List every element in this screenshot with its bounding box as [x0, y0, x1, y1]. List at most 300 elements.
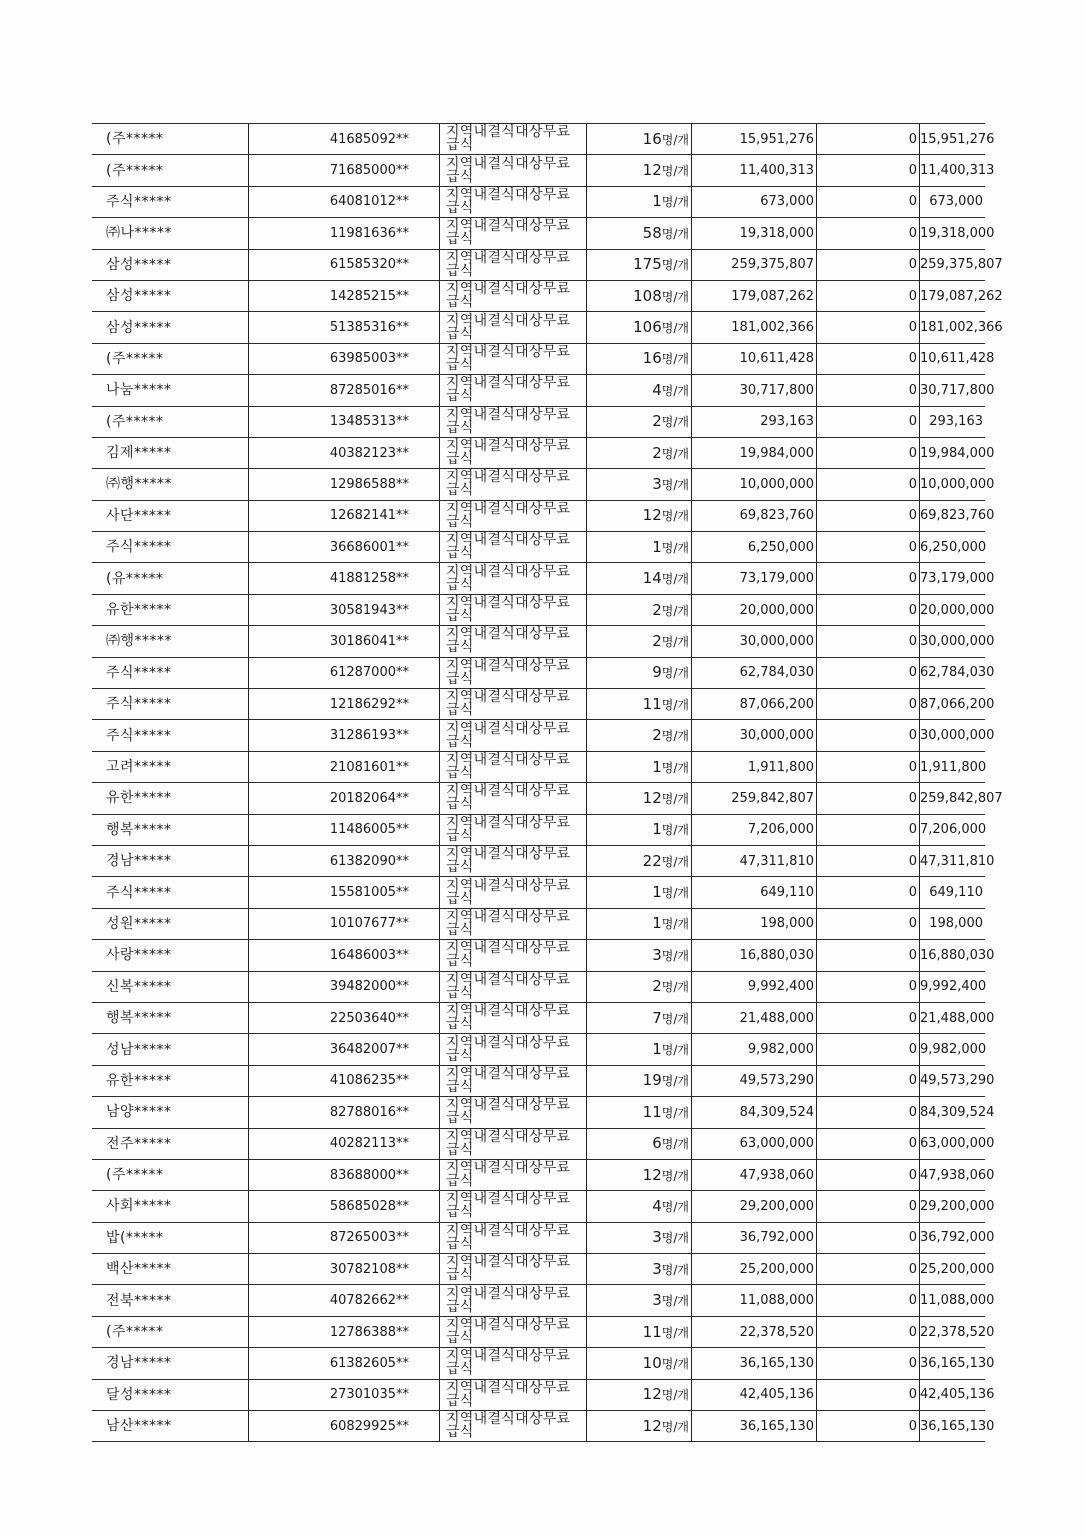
amount-cell-text: 19,318,000	[739, 225, 814, 241]
total-cell	[920, 375, 995, 406]
count-value: 6	[652, 1134, 662, 1153]
count-unit: 명/개	[661, 383, 689, 398]
business-number-cell	[249, 1191, 440, 1222]
amount-cell	[692, 1191, 817, 1222]
amount-cell	[692, 532, 817, 563]
business-number-cell-text: 13485313**	[329, 414, 409, 430]
total-cell-text: 19,984,000	[920, 445, 995, 461]
total-cell-text: 49,573,290	[920, 1073, 995, 1089]
program-type-cell-text: 지역내결식대상무료급식	[446, 783, 571, 813]
business-number-cell	[249, 218, 440, 249]
program-type-cell-text: 지역내결식대상무료급식	[446, 1191, 571, 1221]
program-type-cell	[440, 1002, 587, 1033]
program-type-cell	[440, 186, 587, 217]
zero-cell-text: 0	[908, 633, 917, 649]
recipient-name-cell-text: 유한*****	[106, 790, 172, 807]
amount-cell	[692, 1411, 817, 1442]
zero-cell-text: 0	[908, 163, 917, 179]
count-value: 11	[642, 1102, 662, 1121]
program-type-cell	[440, 657, 587, 688]
program-type-cell	[440, 1222, 587, 1253]
zero-cell	[817, 1097, 920, 1128]
business-number-cell-text: 21081601**	[329, 759, 409, 775]
table-row	[92, 406, 985, 437]
count-value: 106	[633, 318, 662, 337]
business-number-cell-text: 12186292**	[329, 696, 409, 712]
count-unit: 명/개	[661, 886, 689, 901]
count-cell	[587, 1002, 692, 1033]
business-number-cell-text: 40382123**	[329, 445, 409, 461]
total-cell	[920, 751, 986, 782]
count-value: 2	[652, 631, 662, 650]
zero-cell-text: 0	[908, 1167, 917, 1183]
zero-cell	[817, 940, 920, 971]
table-row	[92, 1191, 985, 1222]
business-number-cell-text: 41881258**	[329, 571, 409, 587]
count-unit: 명/개	[661, 791, 689, 806]
recipient-name-cell	[92, 1191, 249, 1222]
zero-cell	[817, 406, 920, 437]
business-number-cell	[249, 689, 440, 720]
recipient-name-cell-text: 신복*****	[106, 978, 172, 995]
program-type-cell-text: 지역내결식대상무료급식	[446, 1348, 571, 1378]
count-unit: 명/개	[661, 1294, 689, 1309]
donation-ledger-table	[92, 123, 1003, 1442]
amount-cell-text: 6,250,000	[747, 539, 814, 555]
business-number-cell	[249, 626, 440, 657]
business-number-cell-text: 61382090**	[329, 853, 409, 869]
recipient-name-cell	[92, 1034, 249, 1065]
zero-cell-text: 0	[908, 1293, 917, 1309]
amount-cell-text: 198,000	[760, 916, 814, 932]
count-unit: 명/개	[661, 1356, 689, 1371]
business-number-cell	[249, 751, 440, 782]
amount-cell	[692, 343, 817, 374]
business-number-cell	[249, 1159, 440, 1190]
total-cell-text: 62,784,030	[920, 665, 995, 681]
business-number-cell	[249, 312, 440, 343]
zero-cell-text: 0	[908, 790, 917, 806]
table-row	[92, 343, 985, 374]
count-unit: 명/개	[661, 352, 689, 367]
amount-cell-text: 22,378,520	[739, 1324, 814, 1340]
count-value: 1	[652, 192, 662, 211]
business-number-cell	[249, 343, 440, 374]
business-number-cell	[249, 375, 440, 406]
program-type-cell	[440, 626, 587, 657]
business-number-cell	[249, 1097, 440, 1128]
program-type-cell-text: 지역내결식대상무료급식	[446, 877, 571, 907]
count-unit: 명/개	[661, 697, 689, 712]
program-type-cell-text: 지역내결식대상무료급식	[446, 1034, 571, 1064]
program-type-cell-text: 지역내결식대상무료급식	[446, 563, 571, 593]
amount-cell	[692, 626, 817, 657]
program-type-cell	[440, 312, 587, 343]
business-number-cell-text: 36686001**	[329, 539, 409, 555]
count-unit: 명/개	[661, 1168, 689, 1183]
zero-cell	[817, 689, 920, 720]
zero-cell-text: 0	[908, 1324, 917, 1340]
total-cell-text: 29,200,000	[920, 1198, 995, 1214]
program-type-cell	[440, 249, 587, 280]
count-value: 1	[652, 883, 662, 902]
zero-cell	[817, 532, 920, 563]
zero-cell-text: 0	[908, 947, 917, 963]
table-row	[92, 500, 985, 531]
count-unit: 명/개	[661, 1043, 689, 1058]
zero-cell-text: 0	[908, 1230, 917, 1246]
recipient-name-cell	[92, 1065, 249, 1096]
total-cell	[920, 689, 995, 720]
count-value: 1	[652, 820, 662, 839]
count-unit: 명/개	[661, 1105, 689, 1120]
recipient-name-cell	[92, 689, 249, 720]
amount-cell	[692, 563, 817, 594]
program-type-cell-text: 지역내결식대상무료급식	[446, 186, 571, 216]
zero-cell-text: 0	[908, 979, 917, 995]
count-cell	[587, 124, 692, 155]
recipient-name-cell-text: 행복*****	[106, 821, 172, 838]
business-number-cell-text: 36482007**	[329, 1042, 409, 1058]
count-value: 3	[652, 1259, 662, 1278]
total-cell	[920, 783, 1003, 814]
recipient-name-cell	[92, 940, 249, 971]
total-cell-text: 19,318,000	[920, 225, 995, 241]
total-cell-text: 673,000	[929, 194, 983, 210]
amount-cell-text: 63,000,000	[739, 1136, 814, 1152]
program-type-cell	[440, 1348, 587, 1379]
amount-cell-text: 47,938,060	[739, 1167, 814, 1183]
count-cell	[587, 563, 692, 594]
zero-cell-text: 0	[908, 1355, 917, 1371]
business-number-cell-text: 15581005**	[329, 885, 409, 901]
amount-cell	[692, 1034, 817, 1065]
business-number-cell-text: 41685092**	[329, 131, 409, 147]
zero-cell	[817, 124, 920, 155]
program-type-cell	[440, 469, 587, 500]
business-number-cell	[249, 908, 440, 939]
table-row	[92, 1348, 985, 1379]
count-cell	[587, 971, 692, 1002]
total-cell-text: 21,488,000	[920, 1010, 995, 1026]
recipient-name-cell-text: 남산*****	[106, 1418, 172, 1435]
zero-cell	[817, 343, 920, 374]
program-type-cell-text: 지역내결식대상무료급식	[446, 343, 571, 373]
zero-cell-text: 0	[908, 382, 917, 398]
total-cell-text: 11,400,313	[920, 163, 995, 179]
program-type-cell-text: 지역내결식대상무료급식	[446, 312, 571, 342]
amount-cell-text: 15,951,276	[739, 131, 814, 147]
program-type-cell-text: 지역내결식대상무료급식	[446, 124, 571, 154]
zero-cell-text: 0	[908, 414, 917, 430]
table-row	[92, 626, 985, 657]
program-type-cell-text: 지역내결식대상무료급식	[446, 1411, 571, 1441]
program-type-cell-text: 지역내결식대상무료급식	[446, 1128, 571, 1158]
program-type-cell-text: 지역내결식대상무료급식	[446, 1222, 571, 1252]
zero-cell	[817, 1159, 920, 1190]
total-cell-text: 9,982,000	[920, 1042, 987, 1058]
zero-cell	[817, 1002, 920, 1033]
count-value: 12	[642, 506, 662, 525]
program-type-cell-text: 지역내결식대상무료급식	[446, 1065, 571, 1095]
total-cell-text: 73,179,000	[920, 571, 995, 587]
count-unit: 명/개	[661, 1011, 689, 1026]
business-number-cell	[249, 500, 440, 531]
business-number-cell-text: 11981636**	[329, 225, 409, 241]
zero-cell	[817, 1348, 920, 1379]
business-number-cell	[249, 469, 440, 500]
table-row	[92, 280, 985, 311]
total-cell-text: 36,792,000	[920, 1230, 995, 1246]
business-number-cell	[249, 1285, 440, 1316]
count-unit: 명/개	[661, 164, 689, 179]
amount-cell-text: 42,405,136	[739, 1387, 814, 1403]
count-unit: 명/개	[661, 1388, 689, 1403]
amount-cell	[692, 1159, 817, 1190]
amount-cell	[692, 1002, 817, 1033]
count-unit: 명/개	[661, 760, 689, 775]
total-cell	[920, 814, 986, 845]
amount-cell-text: 7,206,000	[747, 822, 814, 838]
business-number-cell	[249, 186, 440, 217]
amount-cell-text: 73,179,000	[739, 571, 814, 587]
recipient-name-cell-text: 성남*****	[106, 1041, 172, 1058]
count-value: 10	[642, 1353, 662, 1372]
count-cell	[587, 186, 692, 217]
business-number-cell-text: 41086235**	[329, 1073, 409, 1089]
business-number-cell-text: 30186041**	[329, 633, 409, 649]
total-cell	[920, 186, 986, 217]
recipient-name-cell	[92, 469, 249, 500]
table-row	[92, 845, 985, 876]
zero-cell-text: 0	[908, 508, 917, 524]
zero-cell-text: 0	[908, 885, 917, 901]
total-cell-text: 1,911,800	[920, 759, 987, 775]
recipient-name-cell	[92, 908, 249, 939]
zero-cell	[817, 563, 920, 594]
business-number-cell	[249, 1034, 440, 1065]
count-value: 2	[652, 726, 662, 745]
zero-cell	[817, 1222, 920, 1253]
count-unit: 명/개	[661, 1262, 689, 1277]
business-number-cell-text: 60829925**	[329, 1418, 409, 1434]
count-value: 16	[642, 349, 662, 368]
total-cell	[920, 626, 995, 657]
count-unit: 명/개	[661, 195, 689, 210]
count-value: 4	[652, 380, 662, 399]
total-cell-text: 25,200,000	[920, 1261, 995, 1277]
recipient-name-cell-text: (주*****	[106, 162, 164, 179]
amount-cell-text: 10,000,000	[739, 476, 814, 492]
program-type-cell	[440, 218, 587, 249]
count-value: 16	[642, 129, 662, 148]
count-value: 2	[652, 977, 662, 996]
business-number-cell	[249, 1002, 440, 1033]
business-number-cell	[249, 1222, 440, 1253]
table-row	[92, 783, 985, 814]
count-unit: 명/개	[661, 603, 689, 618]
program-type-cell-text: 지역내결식대상무료급식	[446, 155, 571, 185]
table-row	[92, 155, 985, 186]
total-cell	[920, 1065, 995, 1096]
program-type-cell-text: 지역내결식대상무료급식	[446, 657, 571, 687]
table-row	[92, 1034, 985, 1065]
recipient-name-cell-text: 사단*****	[106, 507, 172, 524]
total-cell-text: 47,938,060	[920, 1167, 995, 1183]
zero-cell-text: 0	[908, 1104, 917, 1120]
total-cell	[920, 563, 995, 594]
program-type-cell	[440, 940, 587, 971]
count-cell	[587, 469, 692, 500]
business-number-cell	[249, 594, 440, 625]
amount-cell-text: 649,110	[760, 885, 814, 901]
total-cell	[920, 343, 995, 374]
count-cell	[587, 594, 692, 625]
recipient-name-cell	[92, 1348, 249, 1379]
count-unit: 명/개	[661, 634, 689, 649]
table-row	[92, 1159, 985, 1190]
program-type-cell	[440, 406, 587, 437]
recipient-name-cell-text: 삼성*****	[106, 288, 172, 305]
amount-cell-text: 30,000,000	[739, 728, 814, 744]
zero-cell	[817, 845, 920, 876]
amount-cell	[692, 1379, 817, 1410]
zero-cell-text: 0	[908, 257, 917, 273]
recipient-name-cell-text: 남양*****	[106, 1104, 172, 1121]
recipient-name-cell-text: 주식*****	[106, 884, 172, 901]
recipient-name-cell-text: (주*****	[106, 1167, 164, 1184]
zero-cell	[817, 312, 920, 343]
program-type-cell	[440, 783, 587, 814]
table-row	[92, 124, 985, 155]
count-unit: 명/개	[661, 917, 689, 932]
business-number-cell	[249, 971, 440, 1002]
business-number-cell	[249, 720, 440, 751]
count-unit: 명/개	[661, 666, 689, 681]
program-type-cell-text: 지역내결식대상무료급식	[446, 720, 571, 750]
program-type-cell	[440, 1254, 587, 1285]
recipient-name-cell-text: 유한*****	[106, 1072, 172, 1089]
zero-cell-text: 0	[908, 1010, 917, 1026]
business-number-cell-text: 58685028**	[329, 1198, 409, 1214]
count-unit: 명/개	[661, 289, 689, 304]
program-type-cell	[440, 563, 587, 594]
total-cell-text: 47,311,810	[920, 853, 995, 869]
recipient-name-cell-text: 김제*****	[106, 445, 172, 462]
table-row	[92, 940, 985, 971]
zero-cell	[817, 783, 920, 814]
business-number-cell-text: 64081012**	[329, 194, 409, 210]
table-row	[92, 751, 985, 782]
recipient-name-cell	[92, 1002, 249, 1033]
amount-cell	[692, 218, 817, 249]
recipient-name-cell	[92, 594, 249, 625]
business-number-cell	[249, 1128, 440, 1159]
business-number-cell-text: 61585320**	[329, 257, 409, 273]
total-cell	[920, 720, 995, 751]
zero-cell-text: 0	[908, 1042, 917, 1058]
table-row	[92, 1411, 985, 1442]
business-number-cell-text: 63985003**	[329, 351, 409, 367]
count-unit: 명/개	[661, 572, 689, 587]
zero-cell-text: 0	[908, 1198, 917, 1214]
program-type-cell-text: 지역내결식대상무료급식	[446, 532, 571, 562]
zero-cell	[817, 626, 920, 657]
business-number-cell-text: 12986588**	[329, 476, 409, 492]
count-cell	[587, 532, 692, 563]
table-row	[92, 1128, 985, 1159]
business-number-cell	[249, 877, 440, 908]
zero-cell	[817, 1411, 920, 1442]
program-type-cell-text: 지역내결식대상무료급식	[446, 1379, 571, 1409]
zero-cell	[817, 971, 920, 1002]
amount-cell-text: 36,792,000	[739, 1230, 814, 1246]
total-cell	[920, 1222, 995, 1253]
count-value: 7	[652, 1008, 662, 1027]
recipient-name-cell	[92, 343, 249, 374]
recipient-name-cell	[92, 312, 249, 343]
recipient-name-cell	[92, 877, 249, 908]
amount-cell	[692, 814, 817, 845]
recipient-name-cell-text: 유한*****	[106, 602, 172, 619]
recipient-name-cell-text: 주식*****	[106, 696, 172, 713]
amount-cell	[692, 845, 817, 876]
amount-cell-text: 181,002,366	[731, 320, 814, 336]
business-number-cell-text: 82788016**	[329, 1104, 409, 1120]
recipient-name-cell	[92, 1411, 249, 1442]
total-cell	[920, 1285, 995, 1316]
recipient-name-cell-text: (주*****	[106, 413, 164, 430]
count-cell	[587, 1159, 692, 1190]
business-number-cell	[249, 532, 440, 563]
count-value: 22	[642, 851, 662, 870]
total-cell	[920, 249, 1003, 280]
recipient-name-cell-text: 행복*****	[106, 1010, 172, 1027]
amount-cell	[692, 720, 817, 751]
table-row	[92, 375, 985, 406]
program-type-cell	[440, 1411, 587, 1442]
zero-cell	[817, 720, 920, 751]
recipient-name-cell-text: (유*****	[106, 570, 164, 587]
program-type-cell-text: 지역내결식대상무료급식	[446, 1097, 571, 1127]
zero-cell-text: 0	[908, 571, 917, 587]
total-cell	[920, 1002, 995, 1033]
program-type-cell-text: 지역내결식대상무료급식	[446, 846, 571, 876]
zero-cell	[817, 751, 920, 782]
zero-cell	[817, 186, 920, 217]
zero-cell	[817, 375, 920, 406]
count-value: 14	[642, 569, 662, 588]
amount-cell-text: 87,066,200	[739, 696, 814, 712]
recipient-name-cell-text: 주식*****	[106, 727, 172, 744]
zero-cell	[817, 1128, 920, 1159]
amount-cell	[692, 469, 817, 500]
count-cell	[587, 249, 692, 280]
amount-cell-text: 259,842,807	[731, 790, 814, 806]
business-number-cell-text: 12786388**	[329, 1324, 409, 1340]
total-cell	[920, 406, 986, 437]
business-number-cell-text: 39482000**	[329, 979, 409, 995]
recipient-name-cell	[92, 1254, 249, 1285]
business-number-cell-text: 14285215**	[329, 288, 409, 304]
amount-cell-text: 1,911,800	[747, 759, 814, 775]
table-row	[92, 1316, 985, 1347]
total-cell-text: 10,611,428	[920, 351, 995, 367]
total-cell-text: 10,000,000	[920, 476, 995, 492]
amount-cell-text: 49,573,290	[739, 1073, 814, 1089]
zero-cell-text: 0	[908, 1261, 917, 1277]
recipient-name-cell-text: (주*****	[106, 1324, 164, 1341]
